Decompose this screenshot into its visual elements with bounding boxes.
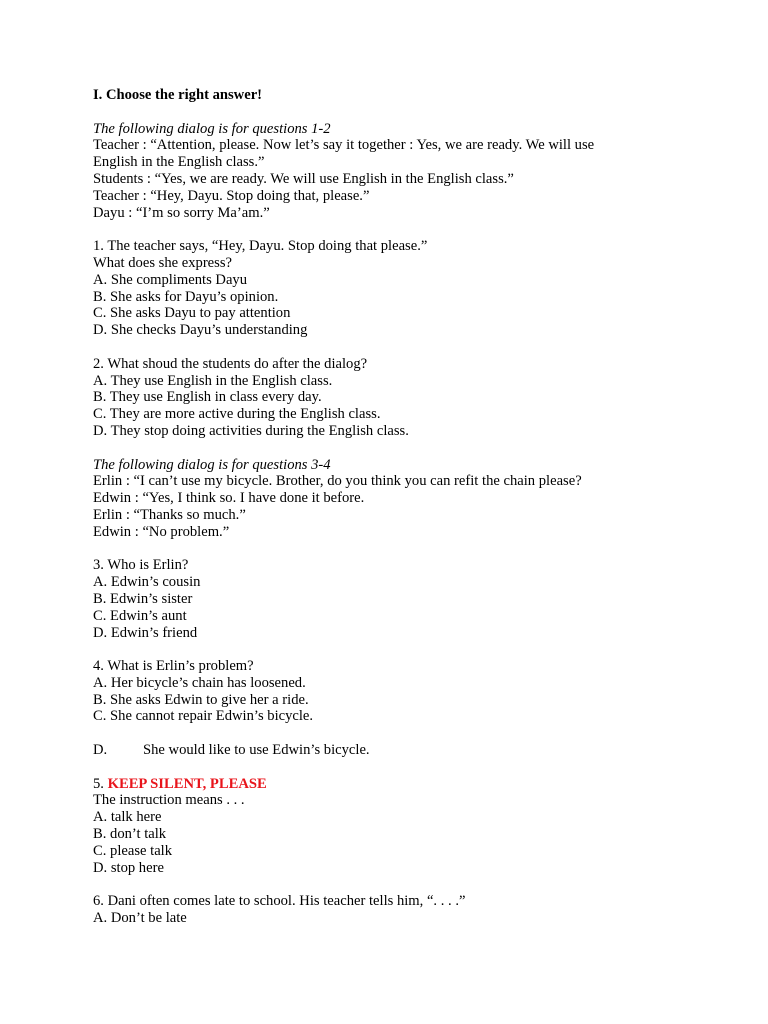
- spacer: [93, 440, 653, 457]
- answer-option: A. They use English in the English class.: [93, 372, 333, 389]
- dialog-line: Edwin : “No problem.”: [93, 523, 230, 540]
- question-text: 3. Who is Erlin?: [93, 557, 189, 574]
- dialog-line: Erlin : “Thanks so much.”: [93, 506, 246, 523]
- answer-option: B. They use English in class every day.: [93, 389, 322, 406]
- dialog-line: Teacher : “Hey, Dayu. Stop doing that, please.”: [93, 187, 370, 204]
- spacer: [93, 725, 653, 742]
- worksheet-page: [93, 87, 653, 927]
- question-text: 2. What shoud the students do after the dialog?: [93, 355, 368, 372]
- dialog-line: Edwin : “Yes, I think so. I have done it before.: [93, 490, 365, 507]
- question-text: 4. What is Erlin’s problem?: [93, 658, 254, 675]
- answer-option: A. talk here: [93, 809, 162, 826]
- question-number: 5.: [93, 775, 104, 792]
- answer-option: A. She compliments Dayu: [93, 271, 248, 288]
- question-text: What does she express?: [93, 254, 232, 271]
- answer-option: A. Edwin’s cousin: [93, 574, 201, 591]
- spacer: [93, 641, 653, 658]
- spacer: [93, 104, 653, 121]
- dialog-line: Teacher : “Attention, please. Now let’s say it together : Yes, we are ready. We will use: [93, 137, 595, 154]
- answer-option: C. They are more active during the English class.: [93, 406, 381, 423]
- spacer: [93, 541, 653, 558]
- option-text: She would like to use Edwin’s bicycle.: [143, 742, 370, 759]
- answer-option: D. stop here: [93, 859, 164, 876]
- dialog-intro: The following dialog is for questions 3-4: [93, 456, 331, 473]
- answer-option: A. Her bicycle’s chain has loosened.: [93, 674, 306, 691]
- answer-option: B. don’t talk: [93, 826, 167, 843]
- spacer: [93, 759, 653, 776]
- answer-option: C. please talk: [93, 842, 173, 859]
- dialog-line: Students : “Yes, we are ready. We will use English in the English class.”: [93, 170, 514, 187]
- dialog-line: Dayu : “I’m so sorry Ma’am.”: [93, 204, 270, 221]
- answer-option: D. Edwin’s friend: [93, 624, 198, 641]
- spacer: [93, 876, 653, 893]
- dialog-line: Erlin : “I can’t use my bicycle. Brother, do you think you can refit the chain please?: [93, 473, 582, 490]
- answer-option: C. She asks Dayu to pay attention: [93, 305, 291, 322]
- spacer: [93, 221, 653, 238]
- question-text: 1. The teacher says, “Hey, Dayu. Stop doing that please.”: [93, 238, 428, 255]
- answer-option: B. She asks for Dayu’s opinion.: [93, 288, 279, 305]
- answer-option: C. She cannot repair Edwin’s bicycle.: [93, 708, 314, 725]
- option-letter: D.: [93, 742, 108, 759]
- answer-option: D. They stop doing activities during the English class.: [93, 422, 409, 439]
- question-text: 6. Dani often comes late to school. His teacher tells him, “. . . .”: [93, 893, 466, 910]
- dialog-intro: The following dialog is for questions 1-2: [93, 120, 331, 137]
- answer-option: B. She asks Edwin to give her a ride.: [93, 691, 309, 708]
- answer-option-d: [93, 742, 653, 759]
- section-title: I. Choose the right answer!: [93, 87, 263, 103]
- sign-text: KEEP SILENT, PLEASE: [107, 775, 267, 792]
- answer-option: C. Edwin’s aunt: [93, 607, 187, 624]
- question-text: The instruction means . . .: [93, 792, 245, 809]
- question-number-line: [93, 776, 653, 793]
- dialog-line: English in the English class.”: [93, 154, 265, 171]
- answer-option: A. Don’t be late: [93, 910, 187, 927]
- answer-option: D. She checks Dayu’s understanding: [93, 322, 308, 339]
- answer-option: B. Edwin’s sister: [93, 590, 193, 607]
- spacer: [93, 339, 653, 356]
